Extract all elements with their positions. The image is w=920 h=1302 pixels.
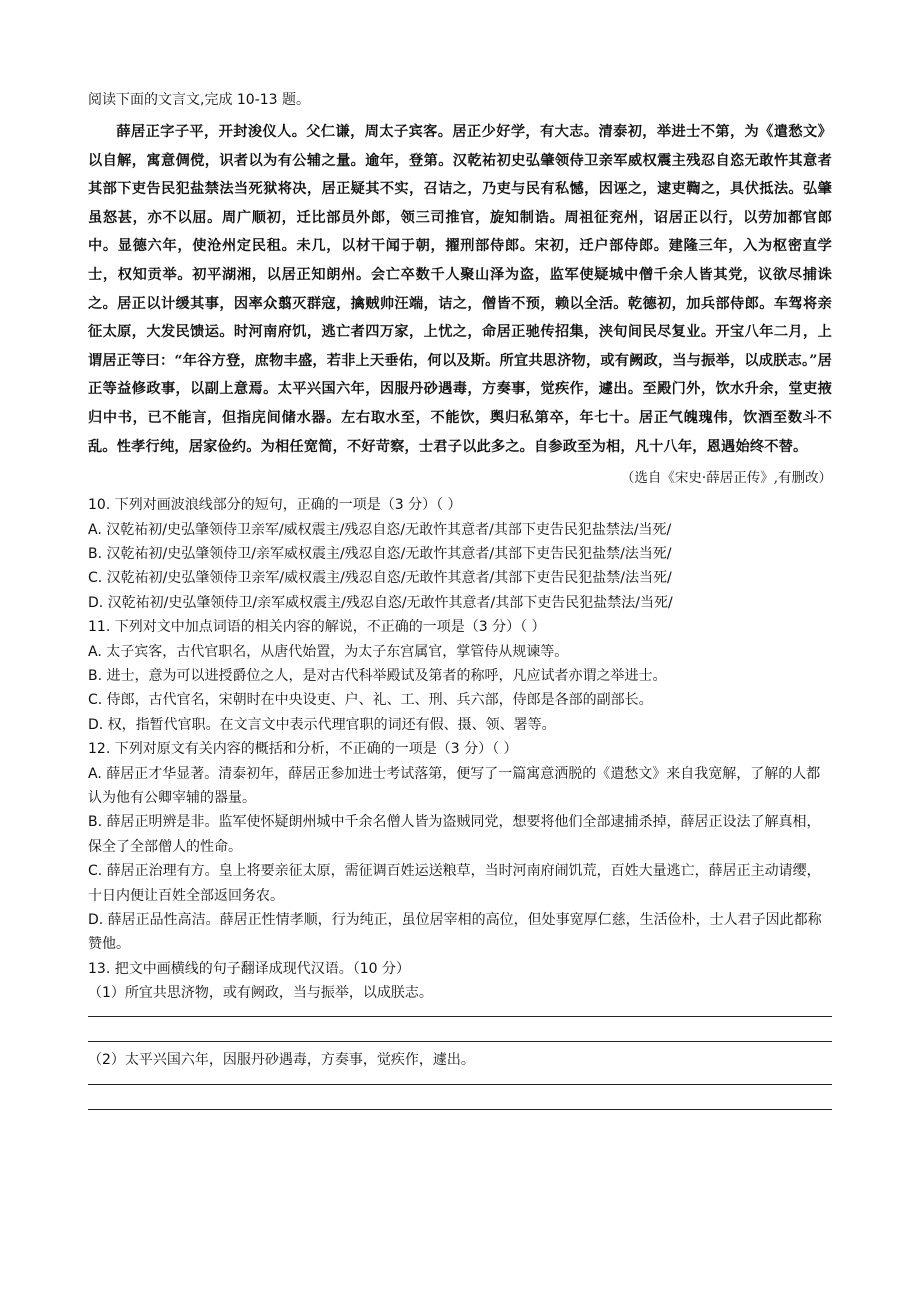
answer-line (88, 1109, 832, 1110)
question-12 (88, 737, 832, 957)
question-11 (88, 615, 832, 737)
question-stem: 13. 把文中画横线的句子翻译成现代汉语。（10 分） (88, 960, 410, 977)
question-13 (88, 957, 832, 1110)
option-c: C. 汉乾祐初/史弘肇领侍卫亲军/威权震主/残忍自恣/无敢忤其意者/其部下吏告民犯盐禁/法当死/ (88, 570, 672, 587)
option-a: A. 汉乾祐初/史弘肇领侍卫亲军/威权震主/残忍自恣/无敢忤其意者/其部下吏告民犯盐禁法/当死/ (88, 521, 672, 538)
option-d: D. 汉乾祐初/史弘肇领侍卫/亲军威权震主/残忍自恣/无敢忤其意者/其部下吏告民犯盐禁法/当死/ (88, 594, 673, 611)
option-d: D. 权，指暂代官职。在文言文中表示代理官职的词还有假、摄、领、署等。 (88, 716, 556, 733)
option-a: A. 太子宾客，古代官职名，从唐代始置，为太子东宫属官，掌管侍从规谏等。 (88, 643, 569, 660)
instructions: 阅读下面的文言文,完成 10-13 题。 (88, 92, 311, 108)
question-10 (88, 493, 832, 615)
translation-prompt-2: （2）太平兴国六年，因服丹砂遇毒，方奏事，觉疾作，遽出。 (88, 1051, 475, 1068)
answer-line (88, 1084, 832, 1085)
classical-passage: 薛居正字子平，开封浚仪人。父仁谦，周太子宾客。居正少好学，有大志。清泰初，举进士不第，为《遣愁文》以自解，寓意倜傥，识者以为有公辅之量。逾年，登第。汉乾祐初史弘肇领侍卫亲军威权震主残忍自恣无敢忤其意者其部下吏告民犯盐禁法当死狱将决，居正疑其不实，召诘之，乃吏与民有私憾，因诬之，逮吏鞫之，具伏抵法。弘肇虽怒甚，亦不以屈。周广顺初，迁比部员外郎，领三司推官，旋知制诰。周祖征兖州，诏居正以行，以劳加都官郎中。显德六年，使沧州定民租。未几，以材干闻于朝，擢刑部侍郎。宋初，迁户部侍郎。建隆三年，入为枢密直学士，权知贡举。初平湖湘，以居正知朗州。会亡卒数千人聚山泽为盗，监军使疑城中僧千余人皆其党，议欲尽捕诛之。居正以计缓其事，因率众翦灭群寇，擒贼帅汪端，诘之，僧皆不预，赖以全活。乾德初，加兵部侍郎。车驾将亲征太原，大发民馈运。时河南府饥，逃亡者四万家，上忧之，命居正驰传招集，浃旬间民尽复业。开宝八年二月，上谓居正等曰：“年谷方登，庶物丰盛，若非上天垂佑，何以及斯。所宜共思济物，或有阙政，当与振举，以成朕志。”居正等益修政事，以副上意焉。太平兴国六年，因服丹砂遇毒，方奏事，觉疾作，遽出。至殿门外，饮水升余，堂吏掖归中书，已不能言，但指庑间储水器。左右取水至，不能饮，舆归私第卒，年七十。居正气魄瑰伟，饮酒至数斗不乱。性孝行纯，居家俭约。为相任宽简，不好苛察，士君子以此多之。自参政至为相，凡十八年，恩遇始终不替。 (88, 124, 832, 455)
question-stem: 10. 下列对画波浪线部分的短句，正确的一项是（3 分）（ ） (88, 497, 462, 514)
question-stem: 11. 下列对文中加点词语的相关内容的解说，不正确的一项是（3 分）（ ） (88, 619, 546, 636)
option-a: A. 薛居正才华显著。清泰初年，薛居正参加进士考试落第，便写了一篇寓意洒脱的《遣愁文》来自我宽解，了解的人都认为他有公卿宰辅的器量。 (88, 765, 821, 806)
answer-line (88, 1016, 832, 1017)
option-b: B. 薛居正明辨是非。监军使怀疑朗州城中千余名僧人皆为盗贼同党，想要将他们全部逮捕杀掉，薛居正设法了解真相，保全了全部僧人的性命。 (88, 814, 821, 855)
option-d: D. 薛居正品性高洁。薛居正性情孝顺，行为纯正，虽位居宰相的高位，但处事宽厚仁慈，生活俭朴，士人君子因此都称赞他。 (88, 912, 822, 953)
source-citation: （选自《宋史·薛居正传》,有删改） (620, 470, 832, 487)
option-c: C. 侍郎，古代官名，宋朝时在中央设吏、户、礼、工、刑、兵六部，侍郎是各部的副部长。 (88, 692, 653, 709)
exam-page (88, 88, 832, 1110)
option-c: C. 薛居正治理有方。皇上将要亲征太原，需征调百姓运送粮草，当时河南府闹饥荒，百姓大量逃亡，薛居正主动请缨，十日内便让百姓全部返回务农。 (88, 863, 821, 904)
answer-line (88, 1041, 832, 1042)
question-stem: 12. 下列对原文有关内容的概括和分析，不正确的一项是（3 分）（ ） (88, 741, 518, 758)
translation-prompt-1: （1）所宜共思济物，或有阙政，当与振举，以成朕志。 (88, 985, 433, 1002)
option-b: B. 汉乾祐初/史弘肇领侍卫/亲军威权震主/残忍自恣/无敢忤其意者/其部下吏告民犯盐禁/法当死/ (88, 545, 672, 562)
option-b: B. 进士，意为可以进授爵位之人，是对古代科举殿试及第者的称呼，凡应试者亦谓之举进士。 (88, 667, 667, 684)
